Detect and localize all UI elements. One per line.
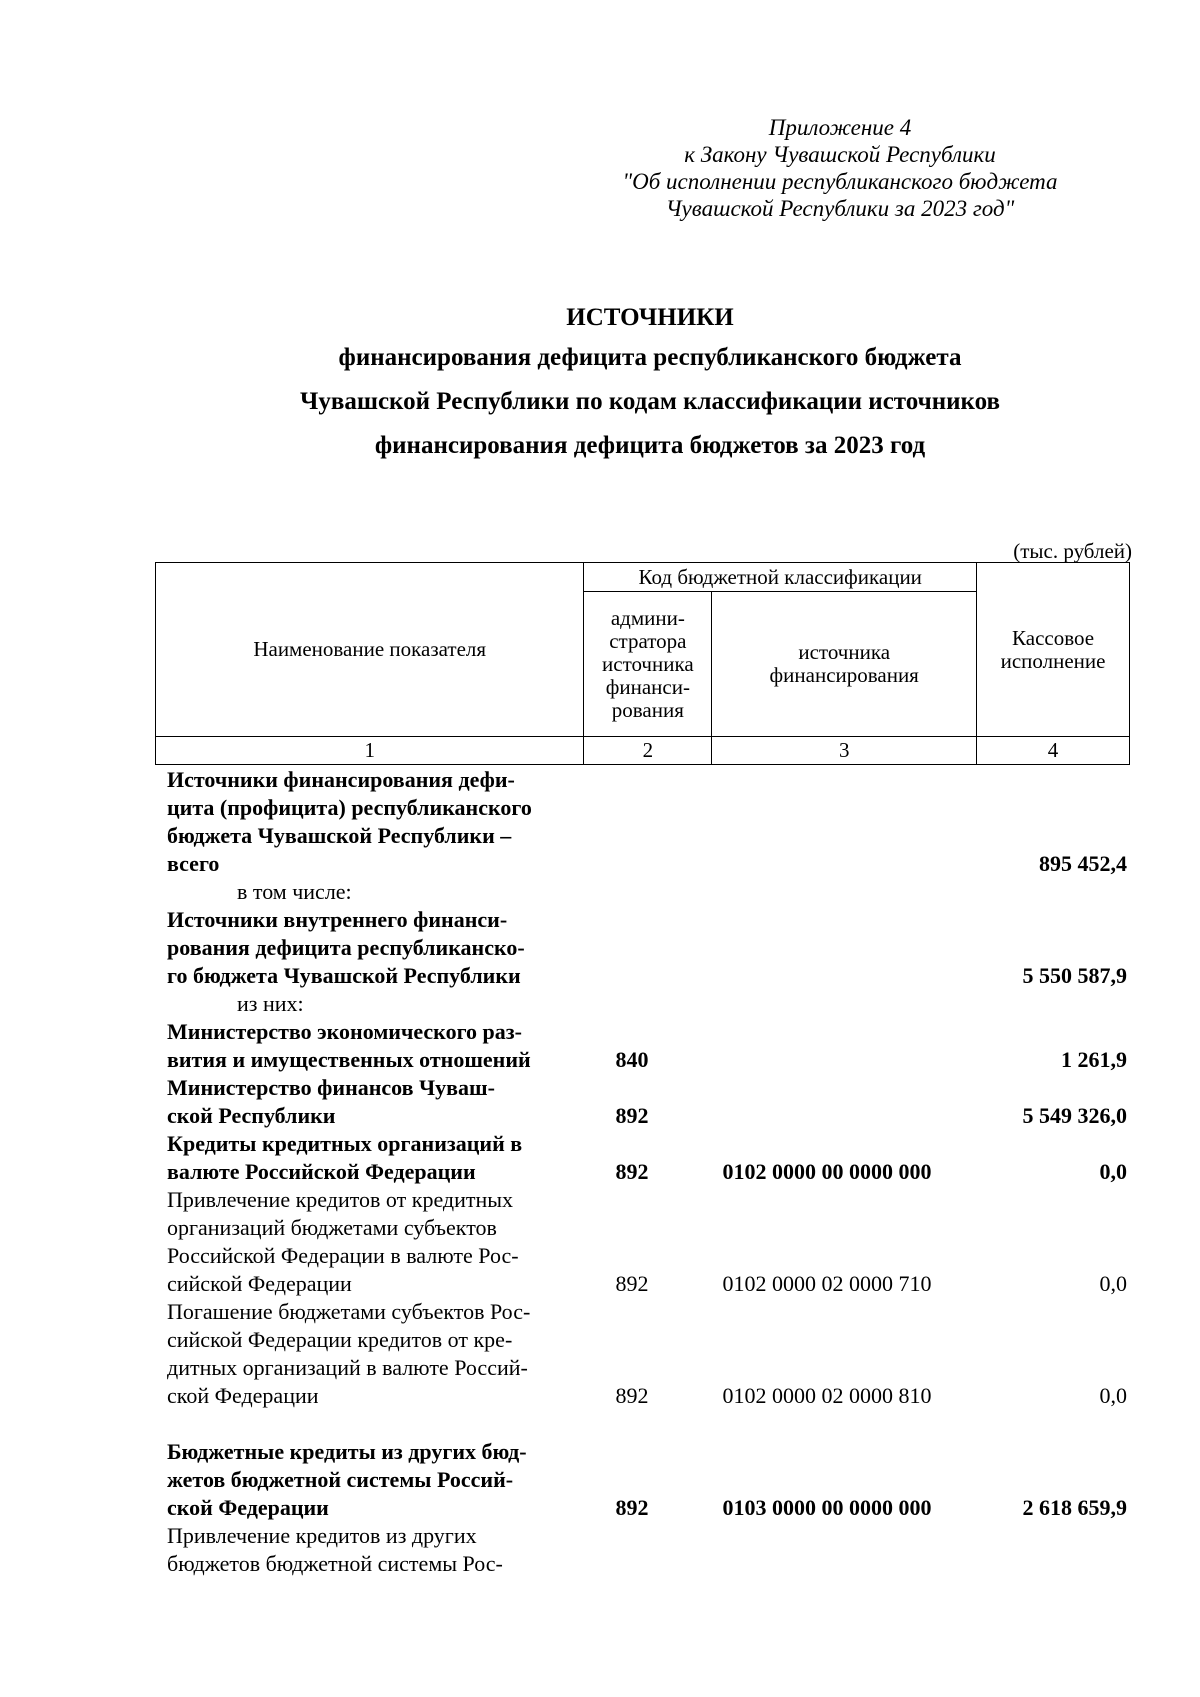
- header-admin-line: рования: [611, 697, 684, 722]
- row-name-line: жетов бюджетной системы Россий-: [167, 1467, 514, 1492]
- table-row: [167, 1438, 1127, 1522]
- row-name-line: Источники финансирования дефи-: [167, 767, 515, 792]
- row-name-line: вития и имущественных отношений: [167, 1047, 531, 1072]
- row-name: [167, 1130, 567, 1186]
- row-name-line: ской Республики: [167, 1103, 336, 1128]
- row-value: 0,0: [1099, 1271, 1127, 1296]
- row-name: [167, 1186, 567, 1298]
- row-admin-code: 892: [615, 1383, 649, 1408]
- header-value: [977, 563, 1130, 737]
- row-note: в том числе:: [237, 879, 352, 904]
- table-row: [167, 1522, 1127, 1578]
- row-name-line: Погашение бюджетами субъектов Рос-: [167, 1299, 531, 1324]
- appendix-line: Чувашской Республики за 2023 год": [665, 196, 1015, 221]
- title-line: Чувашской Республики по кодам классификации источников: [300, 388, 1000, 415]
- table-row: [167, 766, 1127, 878]
- row-name-line: Кредиты кредитных организаций в: [167, 1131, 523, 1156]
- table-row-note: [167, 990, 1127, 1018]
- row-name: [167, 1298, 567, 1410]
- row-name-line: Министерство финансов Чуваш-: [167, 1075, 495, 1100]
- table-row-note: [167, 878, 1127, 906]
- row-admin-code: 892: [615, 1103, 649, 1128]
- row-name-line: валюте Российской Федерации: [167, 1159, 476, 1184]
- row-name-line: бюджетов бюджетной системы Рос-: [167, 1551, 503, 1576]
- header-source-line: финансирования: [769, 663, 919, 687]
- table-row: [167, 1018, 1127, 1074]
- row-name-line: организаций бюджетами субъектов: [167, 1215, 497, 1240]
- row-name: [167, 1074, 567, 1130]
- header-value-line: исполнение: [1000, 648, 1106, 673]
- row-name-line: всего: [167, 851, 220, 876]
- table-header: [155, 562, 1130, 765]
- appendix-line: Приложение 4: [768, 115, 912, 140]
- row-name-line: бюджета Чувашской Республики –: [167, 823, 512, 848]
- title-line: финансирования дефицита бюджетов за 2023 год: [374, 432, 926, 459]
- row-source-code: 0102 0000 02 0000 710: [722, 1271, 932, 1296]
- appendix-line: к Закону Чувашской Республики: [684, 142, 996, 167]
- table-row: [167, 1298, 1127, 1410]
- row-name-line: сийской Федерации кредитов от кре-: [167, 1327, 513, 1352]
- row-name-line: Бюджетные кредиты из других бюд-: [167, 1439, 527, 1464]
- header-admin-line: стратора: [609, 628, 687, 653]
- header-code-group: Код бюджетной классификации: [584, 563, 977, 592]
- row-name: [167, 766, 567, 878]
- header-name: Наименование показателя: [156, 563, 584, 737]
- table-row: [167, 906, 1127, 990]
- row-value: 5 549 326,0: [1022, 1103, 1127, 1128]
- row-value: 5 550 587,9: [1022, 963, 1127, 988]
- row-value: 0,0: [1099, 1383, 1127, 1408]
- row-source-code: 0102 0000 00 0000 000: [722, 1159, 932, 1184]
- appendix-line: "Об исполнении республиканского бюджета: [622, 169, 1058, 194]
- row-name: [167, 1522, 567, 1578]
- table-row: [167, 1130, 1127, 1186]
- header-admin-line: финанси-: [605, 674, 690, 699]
- row-name: [167, 878, 567, 906]
- document-title: [100, 300, 1200, 468]
- header-admin-line: админи-: [610, 605, 685, 630]
- row-name-line: Российской Федерации в валюте Рос-: [167, 1243, 519, 1268]
- column-number: 1: [156, 737, 584, 765]
- units-label: (тыс. рублей): [1013, 539, 1132, 563]
- row-name-line: го бюджета Чувашской Республики: [167, 963, 521, 988]
- row-name-line: рования дефицита республиканско-: [167, 935, 525, 960]
- column-number: 3: [712, 737, 977, 765]
- row-name-line: Привлечение кредитов от кредитных: [167, 1187, 514, 1212]
- appendix-reference: [560, 114, 1120, 222]
- row-name: [167, 906, 567, 990]
- row-name-line: Источники внутреннего финанси-: [167, 907, 508, 932]
- row-admin-code: 892: [615, 1495, 649, 1520]
- row-name-line: дитных организаций в валюте Россий-: [167, 1355, 528, 1380]
- row-name-line: сийской Федерации: [167, 1271, 352, 1296]
- row-name-line: Министерство экономического раз-: [167, 1019, 522, 1044]
- row-name-line: Привлечение кредитов из других: [167, 1523, 477, 1548]
- row-name-line: ской Федерации: [167, 1495, 329, 1520]
- row-note: из них:: [237, 991, 304, 1016]
- row-source-code: 0103 0000 00 0000 000: [722, 1495, 932, 1520]
- header-admin: [584, 592, 712, 737]
- row-name: [167, 990, 567, 1018]
- header-source: [712, 592, 977, 737]
- row-value: 1 261,9: [1061, 1047, 1127, 1072]
- row-value: 0,0: [1099, 1159, 1127, 1184]
- row-name-line: ской Федерации: [167, 1383, 319, 1408]
- row-name: [167, 1438, 567, 1522]
- row-source-code: 0102 0000 02 0000 810: [722, 1383, 932, 1408]
- column-number: 4: [977, 737, 1130, 765]
- table-row: [167, 1074, 1127, 1130]
- row-name: [167, 1018, 567, 1074]
- table-body: [167, 766, 1127, 1578]
- header-source-line: источника: [798, 640, 891, 664]
- header-value-line: Кассовое: [1012, 625, 1095, 650]
- row-name-line: цита (профицита) республиканского: [167, 795, 532, 820]
- header-admin-line: источника: [602, 651, 694, 676]
- row-value: 2 618 659,9: [1022, 1495, 1127, 1520]
- row-admin-code: 892: [615, 1159, 649, 1184]
- title-line: финансирования дефицита республиканского бюджета: [338, 344, 962, 371]
- table-row: [167, 1186, 1127, 1298]
- row-value: 895 452,4: [1039, 851, 1127, 876]
- row-admin-code: 840: [615, 1047, 649, 1072]
- title-main: ИСТОЧНИКИ: [566, 304, 734, 331]
- row-admin-code: 892: [615, 1271, 649, 1296]
- column-number: 2: [584, 737, 712, 765]
